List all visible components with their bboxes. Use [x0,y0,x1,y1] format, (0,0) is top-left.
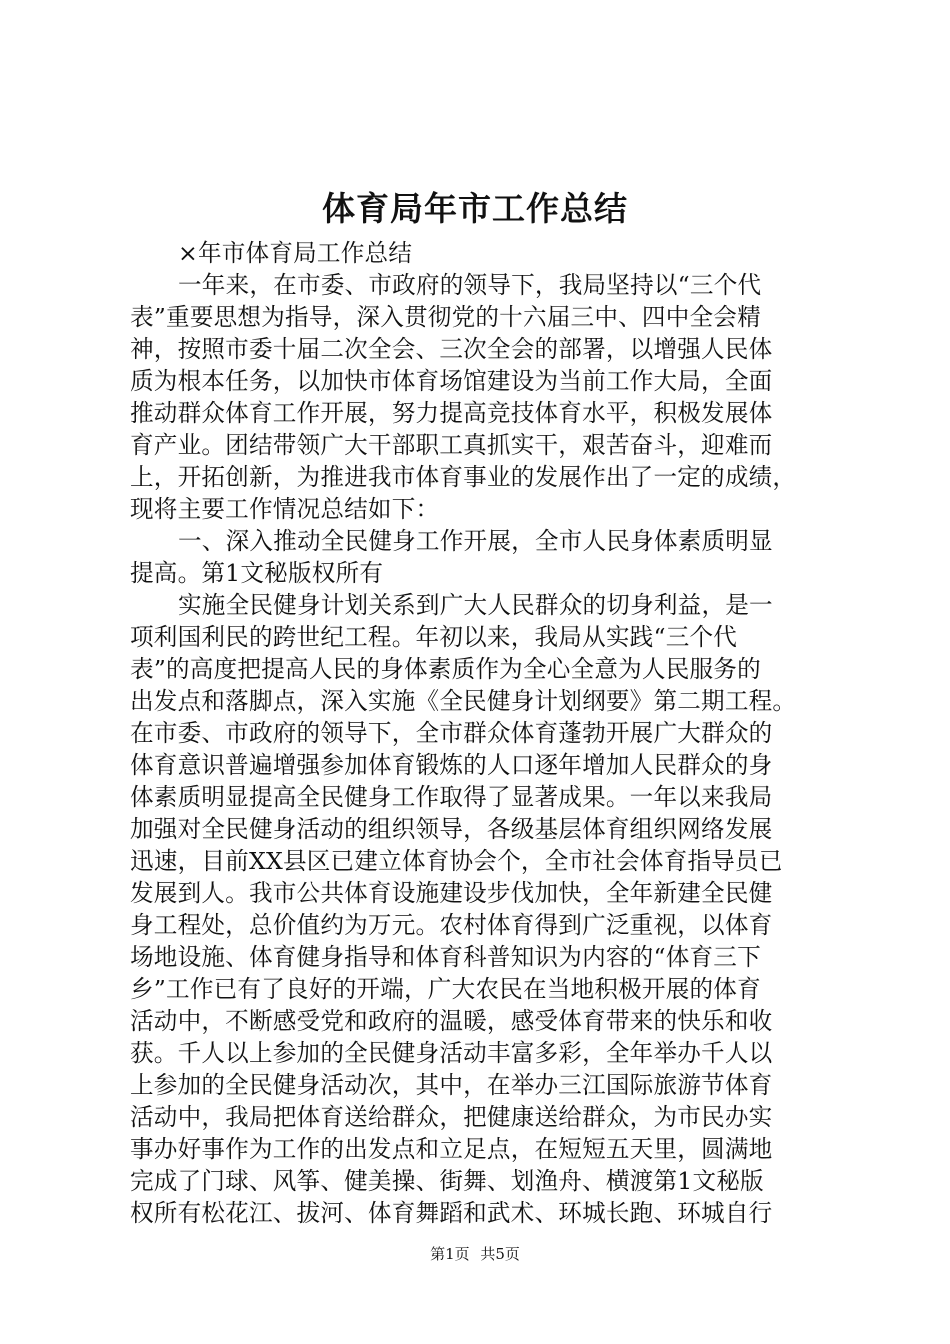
text-line: 完成了门球、风筝、健美操、街舞、划渔舟、横渡第1文秘版 [130,1167,764,1195]
text-line: 表”重要思想为指导，深入贯彻党的十六届三中、四中全会精 [130,303,761,331]
text-line: 神，按照市委十届二次全会、三次全会的部署，以增强人民体 [130,335,773,363]
text-line: 表”的高度把提高人民的身体素质作为全心全意为人民服务的 [130,655,761,683]
text-line: 育产业。团结带领广大干部职工真抓实干，艰苦奋斗，迎难而 [130,431,773,459]
text-line: 推动群众体育工作开展，努力提高竞技体育水平，积极发展体 [130,399,773,427]
text-line: 活动中，我局把体育送给群众，把健康送给群众，为市民办实 [130,1103,773,1131]
text-line: 迅速，目前XX县区已建立体育协会个，全市社会体育指导员已 [130,847,783,875]
text-line: 一年来，在市委、市政府的领导下，我局坚持以“三个代 [178,271,762,299]
text-line: 一、深入推动全民健身工作开展，全市人民身体素质明显 [178,527,773,555]
text-line: 体素质明显提高全民健身工作取得了显著成果。一年以来我局 [130,783,773,811]
text-line: 质为根本任务，以加快市体育场馆建设为当前工作大局，全面 [130,367,773,395]
text-line: 体育意识普遍增强参加体育锻炼的人口逐年增加人民群众的身 [130,751,773,779]
text-line: 上，开拓创新，为推进我市体育事业的发展作出了一定的成绩， [130,463,797,491]
page-footer [0,1243,950,1264]
text-line: 获。千人以上参加的全民健身活动丰富多彩，全年举办千人以 [130,1039,773,1067]
text-line: ×年市体育局工作总结 [178,239,413,267]
document-body [130,237,830,1229]
text-line: 现将主要工作情况总结如下： [130,495,440,523]
page-number: 第1页 [430,1245,470,1263]
text-line: 实施全民健身计划关系到广大人民群众的切身利益，是一 [178,591,773,619]
text-line: 上参加的全民健身活动次，其中，在举办三江国际旅游节体育 [130,1071,773,1099]
text-line: 事办好事作为工作的出发点和立足点，在短短五天里，圆满地 [130,1135,773,1163]
text-line: 出发点和落脚点，深入实施《全民健身计划纲要》第二期工程。 [130,687,797,715]
page-total: 共5页 [480,1245,520,1263]
text-line: 提高。第1文秘版权所有 [130,559,384,587]
text-line: 发展到人。我市公共体育设施建设步伐加快，全年新建全民健 [130,879,773,907]
text-line: 加强对全民健身活动的组织领导，各级基层体育组织网络发展 [130,815,773,843]
text-line: 在市委、市政府的领导下，全市群众体育蓬勃开展广大群众的 [130,719,773,747]
text-line: 场地设施、体育健身指导和体育科普知识为内容的“体育三下 [130,943,761,971]
text-line: 活动中，不断感受党和政府的温暖，感受体育带来的快乐和收 [130,1007,773,1035]
text-line: 身工程处，总价值约为万元。农村体育得到广泛重视，以体育 [130,911,773,939]
text-line: 项利国利民的跨世纪工程。年初以来，我局从实践“三个代 [130,623,738,651]
text-line: 乡”工作已有了良好的开端，广大农民在当地积极开展的体育 [130,975,761,1003]
text-line: 权所有松花江、拔河、体育舞蹈和武术、环城长跑、环城自行 [130,1199,773,1227]
document-title: 体育局年市工作总结 [322,189,628,228]
